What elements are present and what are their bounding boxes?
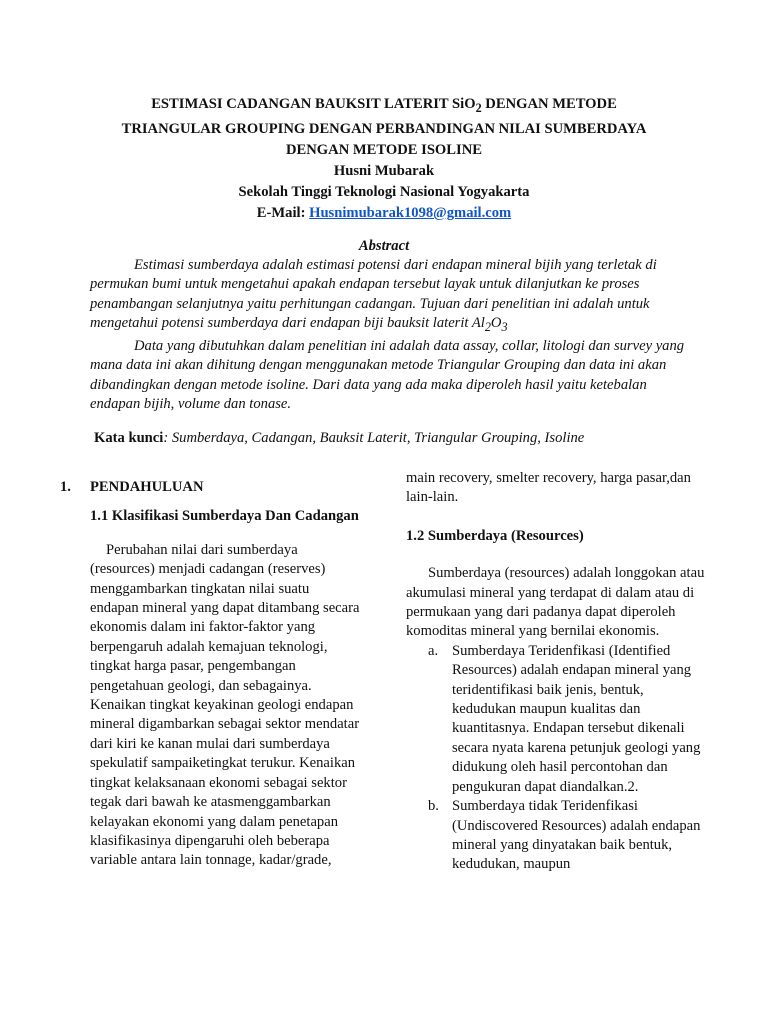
keywords-text: : Sumberdaya, Cadangan, Bauksit Laterit, Triangular Grouping, Isoline (163, 430, 585, 446)
list-marker: b. (428, 798, 439, 815)
abstract-text: O (490, 314, 502, 331)
right-column (406, 469, 706, 875)
list-marker: a. (428, 642, 439, 659)
title-subscript: 2 (475, 100, 482, 115)
title-text: DENGAN METODE (481, 96, 617, 112)
author-affiliation: Sekolah Tinggi Teknologi Nasional Yogyakarta (238, 184, 530, 200)
list-item-text: Sumberdaya tidak Teridenfikasi (Undiscovered Resources) adalah endapan mineral yang dinyatakan baik bentuk, kedudukan, maupun (452, 798, 701, 873)
abstract-subscript: 2 (484, 319, 491, 334)
list-item-text: Sumberdaya Teridenfikasi (Identified Resources) adalah endapan mineral yang teridentifikasi baik jenis, bentuk, kedudukan maupun kualitas dan kuantitasnya. Endapan tersebut dikenali secara nyata karena petunjuk geologi yang didukung oleh hasil percontohan dan pengukuran dapat diandalkan.2. (452, 642, 701, 795)
subsection-1-1-paragraph: Perubahan nilai dari sumberdaya (resources) menjadi cadangan (reserves) menggambarkan tingkatan nilai suatu endapan mineral yang dapat ditambang secara ekonomis dalam ini faktor-faktor yang berpengaruh adalah kemajuan teknologi, tingkat harga pasar, pengembangan pengetahuan geologi, dan sebagainya. Kenaikan tingkat keyakinan geologi endapan mineral digambarkan sebagai sektor mendatar dari kiri ke kanan mulai dari sumberdaya spekulatif sampaiketingkat terukur. Kenaikan tingkat kelaksanaan ekonomi sebagai sektor tegak dari bawah ke atasmenggambarkan kelayakan ekonomi yang dalam penetapan klasifikasinya dipengaruhi oleh beberapa variable antara lain tonnage, kadar/grade, (90, 541, 360, 869)
subsection-1-2-heading: 1.2 Sumberdaya (Resources) (406, 527, 584, 544)
list-item (406, 797, 706, 875)
subsection-1-2-paragraph: Sumberdaya (resources) adalah longgokan atau akumulasi mineral yang terdapat di dalam atau di permukaan yang dari padanya dapat diperoleh komoditas mineral yang bernilai ekonomis. (406, 565, 705, 640)
abstract-text: Estimasi sumberdaya adalah estimasi potensi dari endapan mineral bijih yang terletak di permukan bumi untuk mengetahui apakah endapan tersebut layak untuk dilanjutkan ke proses penambangan selanjutnya yaitu perhitungan cadangan. Tujuan dari penelitian ini adalah untuk mengetahui potensi sumberdaya dari endapan biji bauksit laterit Al (90, 257, 657, 331)
section-title: PENDAHULUAN (90, 479, 204, 495)
left-column (60, 478, 360, 871)
continued-paragraph: main recovery, smelter recovery, harga pasar,dan lain-lain. (406, 470, 691, 506)
abstract-heading: Abstract (358, 238, 410, 254)
author-email-line (60, 203, 708, 224)
title-line-2: TRIANGULAR GROUPING DENGAN PERBANDINGAN NILAI SUMBERDAYA (121, 120, 647, 137)
title-line-1 (60, 94, 708, 119)
abstract-paragraph-2: Data yang dibutuhkan dalam penelitian ini adalah data assay, collar, litologi dan survey yang mana data ini akan dihitung dengan menggunakan metode Triangular Grouping dan data ini akan dibandingkan dengan metode isoline. Dari data yang ada maka diperoleh hasil yaitu ketebalan endapan bijih, volume dan tonase. (90, 338, 685, 412)
resource-list (406, 642, 706, 875)
title-text: ESTIMASI CADANGAN BAUKSIT LATERIT SiO (151, 96, 476, 112)
email-link[interactable]: Husnimubarak1098@gmail.com (309, 205, 512, 221)
section-number: 1. (60, 479, 71, 495)
section-heading (60, 478, 360, 497)
list-item (406, 642, 706, 797)
keywords-label: Kata kunci (94, 430, 164, 446)
abstract-body (90, 256, 690, 414)
author-name: Husni Mubarak (333, 163, 435, 179)
keywords-line (94, 429, 714, 448)
author-block (60, 161, 708, 224)
abstract-subscript: 3 (501, 319, 508, 334)
subsection-1-1-heading: 1.1 Klasifikasi Sumberdaya Dan Cadangan (90, 508, 359, 525)
paper-title (60, 94, 708, 161)
abstract-paragraph-1 (90, 256, 690, 337)
email-label: E-Mail: (256, 205, 310, 221)
title-line-3: DENGAN METODE ISOLINE (286, 141, 482, 158)
